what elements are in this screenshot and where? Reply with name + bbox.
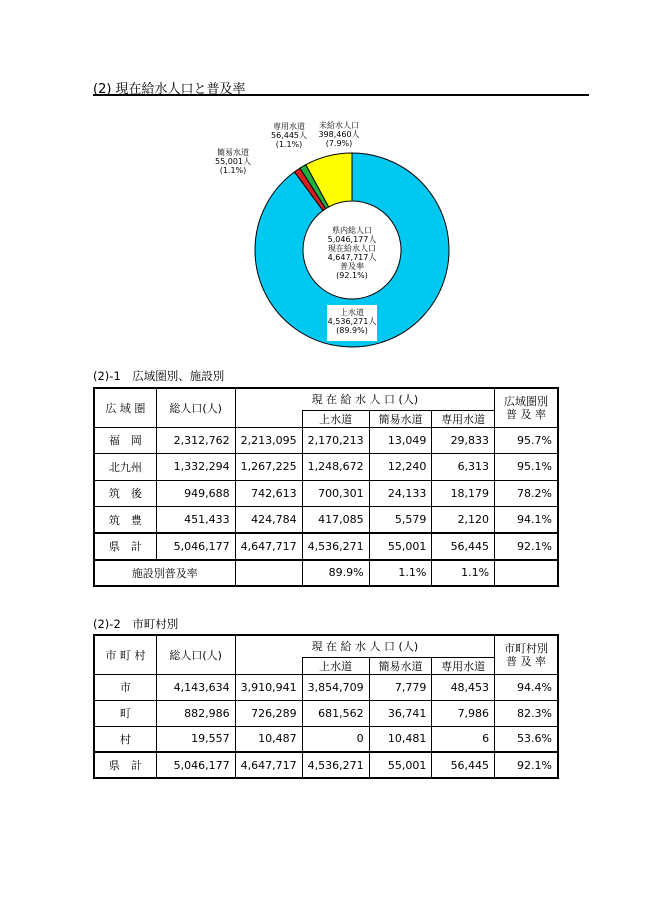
table-row [94,726,558,752]
center-line-1: 県内総人口 [332,226,372,235]
cell-rate: 94.1% [495,507,558,534]
table-row [94,674,558,700]
label-misaikyu-pct: (7.9%) [325,139,353,148]
cell-total: 2,312,762 [156,427,235,454]
cell-current: 1,267,225 [235,454,302,481]
cell-senyo: 48,453 [432,674,495,700]
area-table [93,387,559,587]
col-total: 総人口(人) [156,388,235,427]
cell-rate: 53.6% [495,726,558,752]
cell-kanni: 5,579 [369,507,432,534]
cell-current: 4,647,717 [235,533,302,560]
cell-senyo: 56,445 [432,752,495,778]
row-name: 県 計 [94,752,156,778]
label-misaikyu-name: 未給水人口 [319,121,359,130]
cell-senyo: 7,986 [432,700,495,726]
col-area: 広 域 圏 [94,388,156,427]
cell-senyo: 56,445 [432,533,495,560]
cell-kanni: 12,240 [369,454,432,481]
label-misaikyu-pop: 398,460人 [318,130,360,139]
cell-rate: 94.4% [495,674,558,700]
table-row [94,533,558,560]
col-rate: 広域圏別 普 及 率 [495,388,558,427]
label-senyo-name: 専用水道 [273,122,305,131]
cell-total: 4,143,634 [156,674,235,700]
col-josui: 上水道 [302,657,369,674]
cell-total: 882,986 [156,700,235,726]
label-josui-name: 上水道 [340,308,364,317]
col-kanni: 簡易水道 [369,657,432,674]
cell-rate: 78.2% [495,480,558,507]
col-josui: 上水道 [302,410,369,427]
cell-current: 742,613 [235,480,302,507]
cell-rate: 92.1% [495,533,558,560]
cell-josui: 700,301 [302,480,369,507]
cell-kanni: 36,741 [369,700,432,726]
section-title: (2) 現在給水人口と普及率 [93,82,246,97]
cell-current: 10,487 [235,726,302,752]
col-area: 市 町 村 [94,635,156,674]
cell-rate: 95.1% [495,454,558,481]
col-kanni: 簡易水道 [369,410,432,427]
table-row [94,454,558,481]
label-kanni-name: 簡易水道 [217,148,249,157]
center-line-3: 現在給水人口 [328,244,376,253]
col-rate: 市町村別 普 及 率 [495,635,558,674]
center-line-6: (92.1%) [336,271,368,280]
table-row [94,700,558,726]
cell-josui: 4,536,271 [302,752,369,778]
row-name: 筑 豊 [94,507,156,534]
label-senyo-pop: 56,445人 [271,131,307,140]
row-name: 市 [94,674,156,700]
row-name: 筑 後 [94,480,156,507]
cell-total: 5,046,177 [156,533,235,560]
cell-josui: 681,562 [302,700,369,726]
cell-total: 1,332,294 [156,454,235,481]
col-senyo: 専用水道 [432,657,495,674]
col-current: 現 在 給 水 人 口 (人) [235,388,494,410]
label-kanni-pct: (1.1%) [219,166,247,175]
table-row [94,752,558,778]
cell-kanni: 7,779 [369,674,432,700]
col-senyo: 専用水道 [432,410,495,427]
cell-total: 5,046,177 [156,752,235,778]
facility-rate-label: 施設別普及率 [94,560,235,586]
municipality-table [93,634,559,779]
cell-total: 949,688 [156,480,235,507]
cell-current: 424,784 [235,507,302,534]
cell-current: 3,910,941 [235,674,302,700]
cell-josui: 1,248,672 [302,454,369,481]
cell-rate: 82.3% [495,700,558,726]
cell-senyo: 6,313 [432,454,495,481]
cell-kanni: 24,133 [369,480,432,507]
center-line-5: 普及率 [340,262,364,271]
label-josui-pct: (89.9%) [336,326,368,335]
col-total: 総人口(人) [156,635,235,674]
col-current: 現 在 給 水 人 口 (人) [235,635,494,657]
facility-rate-josui: 89.9% [302,560,369,586]
cell-rate: 92.1% [495,752,558,778]
cell-josui: 0 [302,726,369,752]
title-underline [93,94,589,96]
cell-josui: 3,854,709 [302,674,369,700]
label-josui-pop: 4,536,271人 [327,317,377,326]
row-name: 町 [94,700,156,726]
row-name: 福 岡 [94,427,156,454]
facility-rate-senyo: 1.1% [432,560,495,586]
cell-rate: 95.7% [495,427,558,454]
cell-senyo: 18,179 [432,480,495,507]
label-kanni-pop: 55,001人 [215,157,251,166]
cell-josui: 417,085 [302,507,369,534]
cell-current: 2,213,095 [235,427,302,454]
cell-josui: 2,170,213 [302,427,369,454]
cell-senyo: 29,833 [432,427,495,454]
cell-senyo: 6 [432,726,495,752]
population-donut-chart [0,100,650,360]
table1-subtitle: (2)-1 広域圏別、施設別 [93,369,225,383]
label-senyo-pct: (1.1%) [275,140,303,149]
row-name: 県 計 [94,533,156,560]
cell-kanni: 55,001 [369,533,432,560]
cell-kanni: 10,481 [369,726,432,752]
cell-total: 451,433 [156,507,235,534]
table-row [94,427,558,454]
cell-senyo: 2,120 [432,507,495,534]
cell-kanni: 13,049 [369,427,432,454]
cell-kanni: 55,001 [369,752,432,778]
table-row [94,507,558,534]
table-row [94,480,558,507]
cell-current: 726,289 [235,700,302,726]
cell-josui: 4,536,271 [302,533,369,560]
row-name: 村 [94,726,156,752]
row-name: 北九州 [94,454,156,481]
cell-current: 4,647,717 [235,752,302,778]
cell-total: 19,557 [156,726,235,752]
center-line-2: 5,046,177人 [327,235,377,244]
center-line-4: 4,647,717人 [327,253,377,262]
table2-subtitle: (2)-2 市町村別 [93,617,179,631]
facility-rate-kanni: 1.1% [369,560,432,586]
